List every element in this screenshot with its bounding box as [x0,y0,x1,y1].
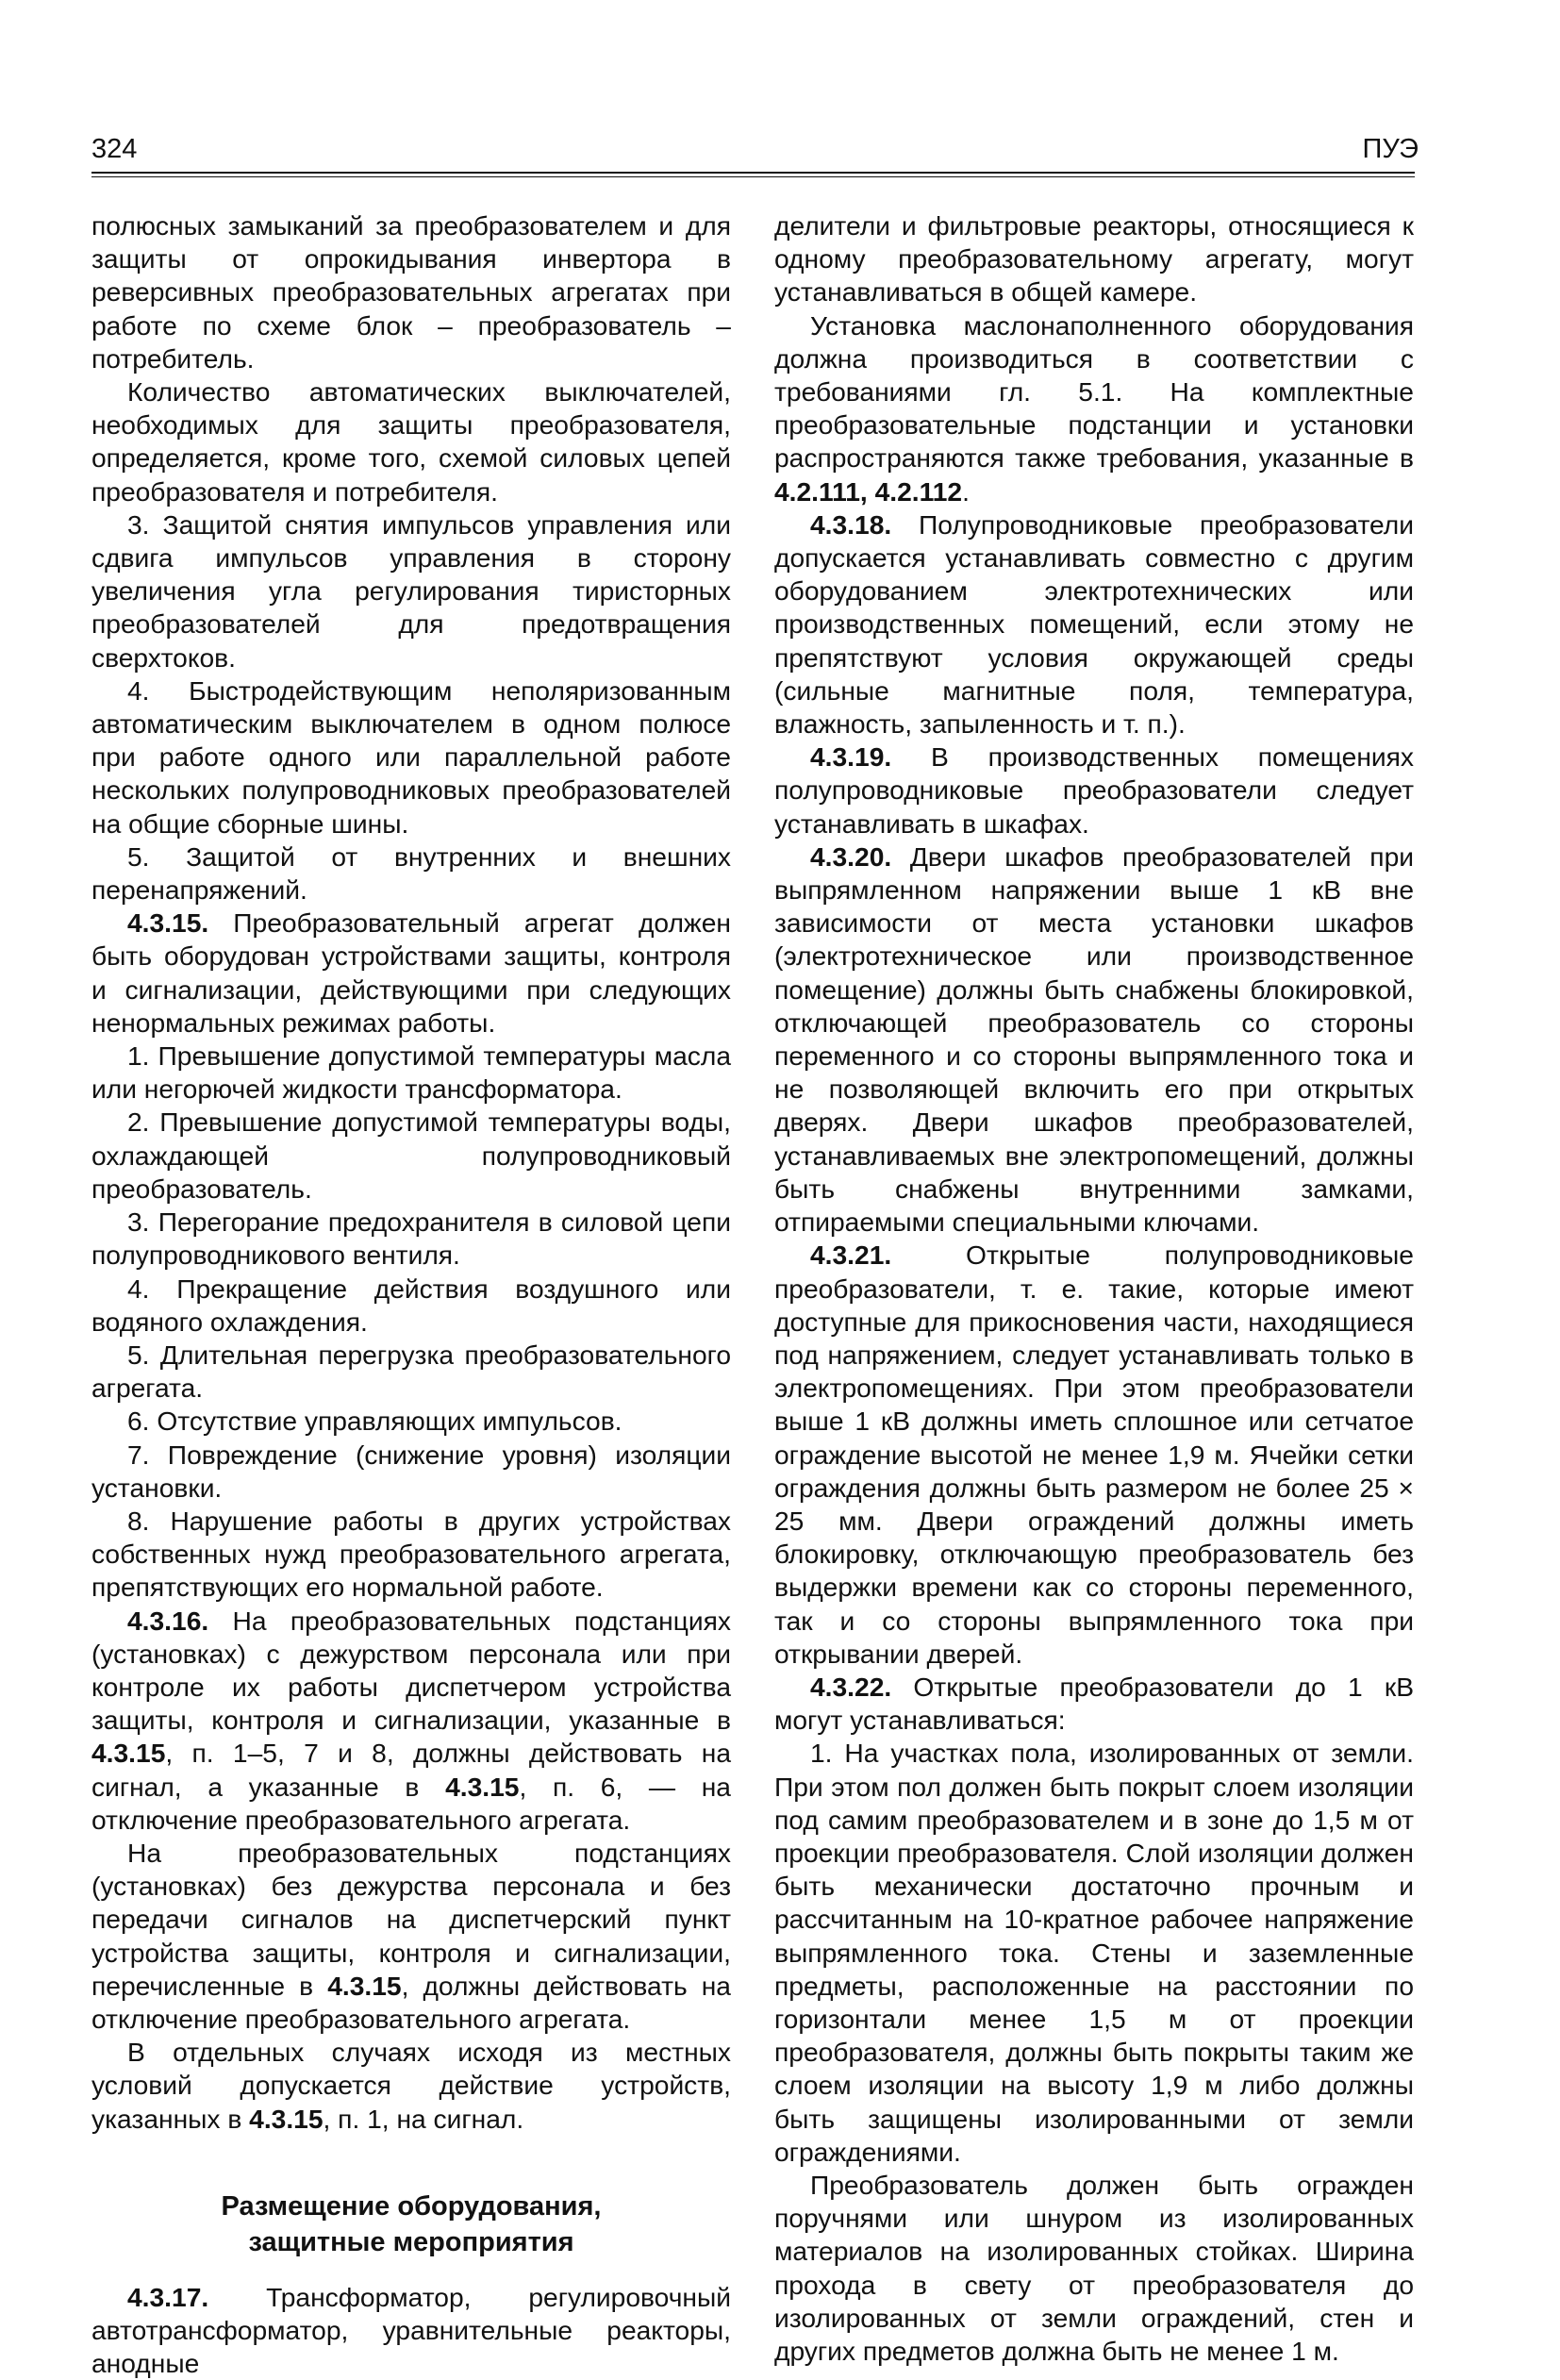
left-column [91,209,731,2380]
clause-text: Двери шкафов преобразователей при выпрямленном напряжении выше 1 кВ вне зависимости от места установки шкафов (электротехническое или производственное помещение) должны быть снабжены блокировкой, отключающей преобразователь со стороны переменного и со стороны выпрямленного тока и не позволяющей включить его при открытых дверях. Двери шкафов преобразователей, устанавливаемых вне электропомещений, должны быть снабжены внутренними замками, отпираемыми специальными ключами. [774,840,1414,1238]
clause-text: В производственных помещениях полупроводниковые преобразователи следует устанавливать в шкафах. [774,741,1414,839]
clause-text: На преобразовательных подстанциях (установках) с дежурством персонала или при контроле их работы диспетчером устройства защиты, контроля и сигнализации, указанные в [91,1605,731,1736]
paragraph-text: . [962,475,970,507]
list-item: 2. Превышение допустимой температуры воды, охлаждающей полупроводниковый преобразователь. [91,1107,731,1204]
clause-number: 4.3.22. [810,1671,892,1702]
section-heading-line: Размещение оборудования, [221,2190,602,2222]
list-item: 5. Защитой от внутренних и внешних перенапряжений. [91,840,731,906]
clause-text: Полупроводниковые преобразователи допускается устанавливать совместно с другим оборудованием электротехнических или производственных помещений, если этому не препятствуют условия окружающей среды (сильные магнитные поля, температура, влажность, запыленность и т. п.). [774,508,1414,740]
clause-number: 4.3.21. [810,1240,892,1271]
clause-4-3-22 [774,1671,1414,1737]
clause-4-3-18 [774,508,1414,741]
clause-4-3-20 [774,840,1414,1239]
clause-reference: 4.3.15 [91,1738,166,1769]
clause-number: 4.3.19. [810,741,892,773]
clause-text: Преобразовательный агрегат должен быть оборудован устройствами защиты, контроля и сигнализации, действующими при следующих ненормальных режимах работы. [91,907,731,1038]
page-number: 324 [91,134,138,164]
clause-4-3-15 [91,907,731,1040]
clause-number: 4.3.15. [127,907,209,939]
clause-text: Открытые полупроводниковые преобразователи, т. е. такие, которые имеют доступные для прикосновения части, находящиеся под напряжением, следует устанавливать только в электропомещениях. При этом преобразователи выше 1 кВ должны иметь сплошное или сетчатое ограждение высотой не менее 1,9 м. Ячейки сетки ограждения должны быть размером не более 25 × 25 мм. Двери ограждений должны иметь блокировку, отключающую преобразователь без выдержки времени как со стороны переменного, так и со стороны выпрямленного тока при открывании дверей. [774,1240,1414,1669]
list-item: 4. Прекращение действия воздушного или водяного охлаждения. [91,1273,731,1337]
clause-reference: 4.3.15 [327,1970,402,2001]
list-item-text: Слой изоляции должен быть механически достаточно прочным и рассчитанным на 10-кратное рабочее напряжение выпрямленного тока. Стены и заземленные предметы, расположенные на расстоянии по горизонтали менее 1,5 м от проекции преобразователя, должны быть покрыты таким же слоем изоляции на высоту 1,9 м либо должны быть защищены изолированными от земли ограждениями. [774,1837,1414,2167]
section-heading-line: защитные мероприятия [248,2226,574,2257]
header-rule-thin [91,176,1415,177]
clause-text: Открытые преобразователи до 1 кВ могут устанавливаться: [774,1671,1414,1736]
clause-reference: 4.3.15 [249,2103,324,2134]
list-item: 4. Быстродействующим неполяризованным автоматическим выключателем в одном полюсе при работе одного или параллельной работе нескольких полупроводниковых преобразователей на общие сборные шины. [91,674,731,839]
header-rule [91,172,1415,174]
paragraph-text: , п. 1, на сигнал. [323,2103,524,2134]
paragraph-text: , должны действовать на отключение преобразовательного агрегата. [91,1970,731,2034]
paragraph-text: На преобразовательных подстанциях (установках) без дежурства персонала и без передачи сигналов на диспетчерский пункт устройства защиты, контроля и сигнализации, перечисленные в [91,1837,731,2001]
paragraph: Количество автоматических выключателей, необходимых для защиты преобразователя, определяется, кроме того, схемой силовых цепей преобразователя и потребителя. [91,376,731,507]
paragraph: делители и фильтровые реакторы, относящиеся к одному преобразовательному агрегату, могут устанавливаться в общей камере. [774,210,1414,308]
section-heading [91,2189,731,2260]
list-item: 5. Длительная перегрузка преобразовательного агрегата. [91,1339,731,1404]
clause-number: 4.3.16. [127,1605,209,1636]
paragraph-text: В отдельных случаях исходя из местных условий допускается действие устройств, указанных в [91,2037,731,2134]
paragraph [91,2036,731,2136]
clause-number: 4.3.18. [810,508,892,540]
list-item: 8. Нарушение работы в других устройствах собственных нужд преобразовательного агрегата, препятствующих его нормальной работе. [91,1505,731,1603]
clause-number: 4.3.17. [127,2281,209,2312]
running-title: ПУЭ [1362,134,1419,164]
clause-reference: 4.3.15 [445,1771,520,1802]
clause-4-3-16 [91,1605,731,1837]
paragraph-text: Установка маслонаполненного оборудования должна производиться в соответствии с требованиями гл. 5.1. На комплектные преобразовательные подстанции и установки распространяются также требования, указанные в [774,309,1414,474]
clause-4-3-19 [774,741,1414,840]
clause-reference: 4.2.111, 4.2.112 [774,475,963,507]
clause-text: Трансформатор, регулировочный автотрансформатор, уравнительные реакторы, анодные [91,2281,731,2379]
clause-text: , п. 1–5, 7 и 8, должны действовать на сигнал, а указанные в [91,1738,731,1802]
list-item: 6. Отсутствие управляющих импульсов. [127,1406,622,1437]
list-item-text: 1. На участках пола, изолированных от земли. При этом пол должен быть покрыт слоем изоляции под самим преобразователем и в зоне до 1,5 м от проекции преобразователя. [774,1738,1414,1868]
clause-number: 4.3.20. [810,840,892,872]
list-item [774,1737,1414,2169]
list-item: 3. Перегорание предохранителя в силовой цепи полупроводникового вентиля. [91,1207,731,1271]
list-item: 1. Превышение допустимой температуры масла или негорючей жидкости трансформатора. [91,1040,731,1105]
paragraph: Преобразователь должен быть огражден поручнями или шнуром из изолированных материалов на изолированных стойках. Ширина прохода в свету от преобразователя до изолированных от земли ограждений, стен и других предметов должна быть не менее 1 м. [774,2169,1414,2366]
clause-4-3-17 [91,2281,731,2380]
paragraph [774,309,1414,508]
right-column [774,209,1414,2368]
paragraph [91,1837,731,2036]
clause-text: , п. 6, — на отключение преобразовательного агрегата. [91,1771,731,1835]
clause-4-3-21 [774,1239,1414,1671]
list-item: 3. Защитой снятия импульсов управления или сдвига импульсов управления в сторону увеличения угла регулирования тиристорных преобразователей для предотвращения сверхтоков. [91,508,731,673]
list-item: 7. Повреждение (снижение уровня) изоляции установки. [91,1439,731,1503]
paragraph: полюсных замыканий за преобразователем и для защиты от опрокидывания инвертора в реверсивных преобразовательных агрегатах при работе по схеме блок – преобразователь – потребитель. [91,210,731,374]
